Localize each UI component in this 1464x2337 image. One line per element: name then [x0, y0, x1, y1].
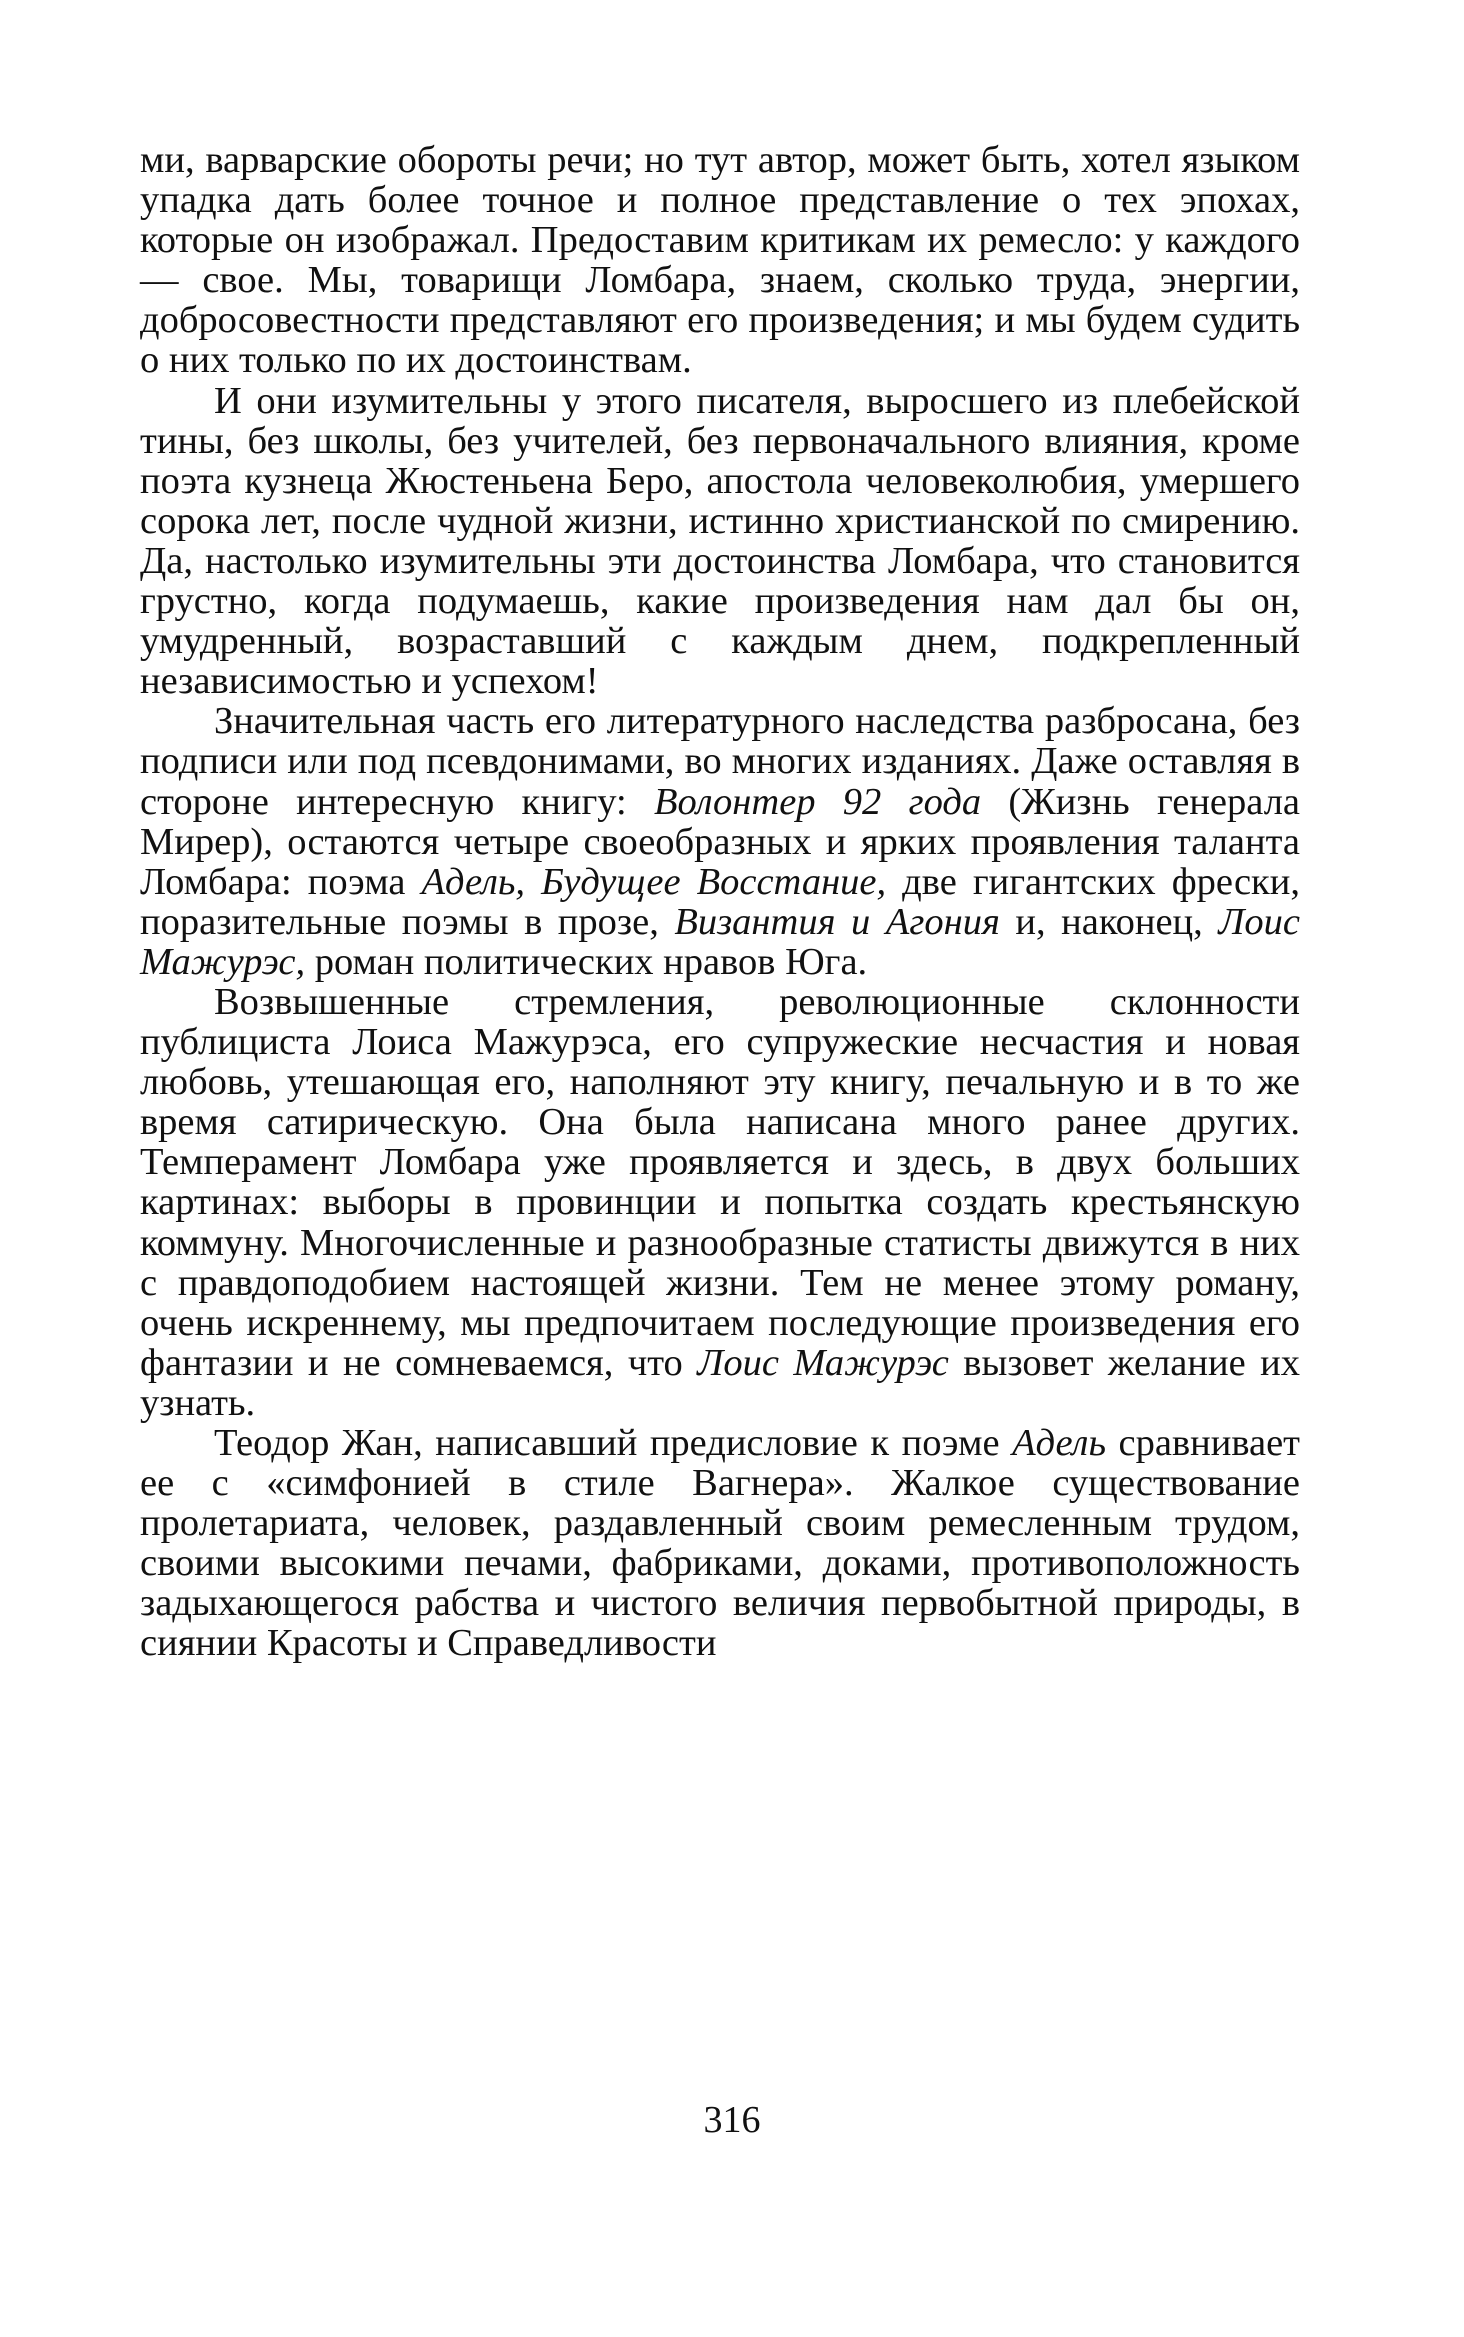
- text-run: И они изумительны у этого писателя, выросшего из плебейской тины, без школы, без учителей, без первоначального влияния, кроме поэта кузнеца Жюстеньена Беро, апостола человеколюбия, умершего сорока лет, после чудной жизни, истинно христианской по смирению. Да, настолько изумительны эти достоинства Ломбара, что становится грустно, когда подумаешь, какие произведения нам дал бы он, умудренный, возраставший с каждым днем, подкрепленный независимостью и успехом!: [140, 379, 1300, 703]
- italic-title: Лоис Мажурэс: [697, 1341, 949, 1384]
- text-run: сравнивает ее с «симфонией в стиле Вагнера». Жалкое существование пролетариата, человек, раздавленный своим ремесленным трудом, своими высокими печами, фабриками, доками, противоположность задыхающегося рабства и чистого величия первобытной природы, в сиянии Красоты и Справедливости: [140, 1422, 1300, 1665]
- text-run: Возвышенные стремления, революционные склонности публициста Лоиса Мажурэса, его супружеские несчастия и новая любовь, утешающая его, наполняют эту книгу, печальную и в то же время сатирическую. Она была написана много ранее других. Темперамент Ломбара уже проявляется и здесь, в двух больших картинах: выборы в провинции и попытка создать крестьянскую коммуну. Многочисленные и разнообразные статисты движутся в них с правдоподобием настоящей жизни. Тем не менее этому роману, очень искреннему, мы предпочитаем последующие произведения его фантазии и не сомневаемся, что: [140, 980, 1300, 1384]
- paragraph: [140, 701, 1300, 982]
- paragraph: [140, 1423, 1300, 1664]
- text-run: роман политических нравов Юга.: [305, 940, 868, 983]
- italic-title: Адель, Будущее Восстание,: [421, 860, 887, 903]
- text-run: две гигантских фрески, поразительные поэмы в прозе,: [140, 860, 1300, 943]
- text-run: ми, варварские обороты речи; но тут автор, может быть, хотел языком упадка дать более точное и полное представление о тех эпохах, которые он изображал. Предоставим критикам их ремесло: у каждого — свое. Мы, товарищи Ломбара, знаем, сколько труда, энергии, добросовестности представляют его произведения; и мы будем судить о них только по их достоинствам.: [140, 139, 1300, 382]
- page-number: 316: [703, 2099, 761, 2141]
- paragraph: [140, 982, 1300, 1423]
- italic-title: Византия и Агония: [674, 900, 1000, 943]
- text-run: и, наконец,: [999, 900, 1219, 943]
- paragraph: [140, 381, 1300, 702]
- italic-title: Лоис Мажурэс,: [140, 900, 1300, 983]
- italic-title: Волонтер 92 года: [653, 780, 982, 823]
- paragraph: [140, 140, 1300, 381]
- text-run: Значительная часть его литературного наследства разбросана, без подписи или под псевдонимами, во многих изданиях. Даже оставляя в стороне интересную книгу:: [140, 700, 1300, 823]
- page-body: [140, 140, 1300, 1664]
- text-run: Теодор Жан, написавший предисловие к поэме: [214, 1422, 1013, 1464]
- text-run: вызовет желание их узнать.: [140, 1341, 1300, 1424]
- text-run: (Жизнь генерала Мирер), остаются четыре своеобразных и ярких проявления таланта Ломбара: поэма: [140, 780, 1300, 903]
- italic-title: Адель: [1012, 1422, 1106, 1464]
